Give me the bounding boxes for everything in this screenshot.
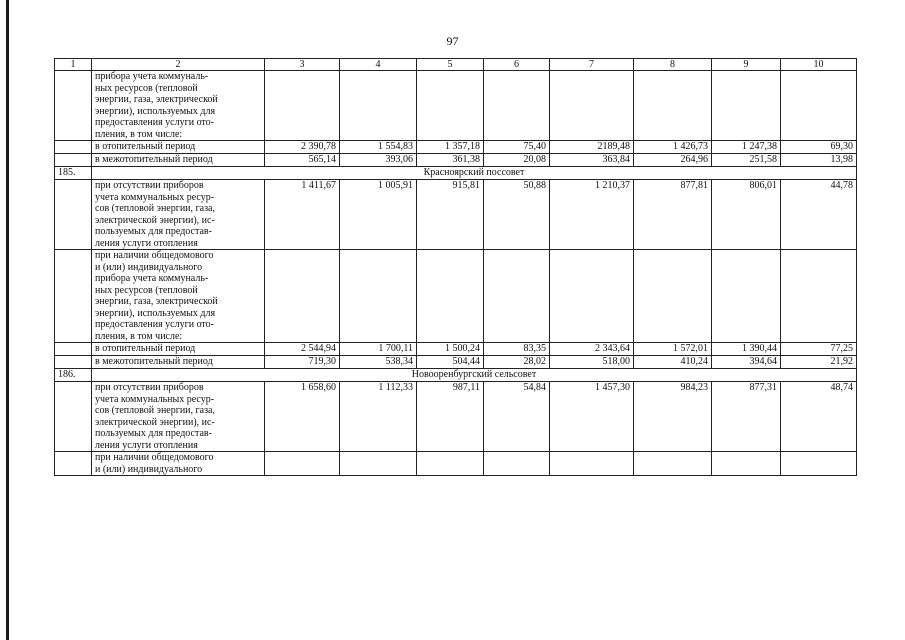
table-row	[55, 141, 857, 154]
value-cell: 393,06	[340, 154, 417, 167]
row-description	[92, 180, 265, 250]
value-cell	[550, 250, 634, 343]
value-cell	[265, 452, 340, 476]
value-cell: 719,30	[265, 356, 340, 369]
value-cell	[417, 250, 484, 343]
value-cell	[340, 452, 417, 476]
table-row	[55, 452, 857, 476]
value-cell: 1 658,60	[265, 382, 340, 452]
description-line: при наличии общедомового	[95, 250, 214, 261]
row-number-cell	[55, 452, 92, 476]
value-cell: 21,92	[781, 356, 857, 369]
table-row	[55, 382, 857, 452]
description-line: энергии, газа, электрической	[95, 94, 218, 105]
value-cell	[340, 250, 417, 343]
table-row	[55, 154, 857, 167]
value-cell: 363,84	[550, 154, 634, 167]
row-number-cell	[55, 154, 92, 167]
value-cell: 806,01	[712, 180, 781, 250]
column-header: 5	[417, 59, 484, 71]
row-label: в отопительный период	[92, 141, 265, 154]
row-description	[92, 382, 265, 452]
section-title: Красноярский поссовет	[92, 167, 857, 180]
description-line: предоставления услуги ото-	[95, 117, 215, 128]
table-body	[55, 71, 857, 476]
description-line: пления, в том числе:	[95, 330, 183, 342]
value-cell: 1 357,18	[417, 141, 484, 154]
value-cell: 83,35	[484, 343, 550, 356]
value-cell	[265, 71, 340, 141]
value-cell: 28,02	[484, 356, 550, 369]
column-header: 1	[55, 59, 92, 71]
value-cell	[781, 452, 857, 476]
value-cell: 13,98	[781, 154, 857, 167]
value-cell	[340, 71, 417, 141]
value-cell: 1 554,83	[340, 141, 417, 154]
description-line: и (или) индивидуального	[95, 261, 203, 273]
row-number-cell	[55, 250, 92, 343]
value-cell: 77,25	[781, 343, 857, 356]
row-label: в межотопительный период	[92, 154, 265, 167]
value-cell: 1 247,38	[712, 141, 781, 154]
column-header: 9	[712, 59, 781, 71]
description-line: пользуемых для предостав-	[95, 226, 212, 237]
value-cell: 2 544,94	[265, 343, 340, 356]
value-cell: 1 572,01	[634, 343, 712, 356]
value-cell	[417, 71, 484, 141]
column-header: 7	[550, 59, 634, 71]
value-cell	[781, 71, 857, 141]
description-line: сов (тепловой энергии, газа,	[95, 405, 215, 416]
value-cell: 1 700,11	[340, 343, 417, 356]
value-cell: 1 112,33	[340, 382, 417, 452]
value-cell: 877,31	[712, 382, 781, 452]
value-cell: 2189,48	[550, 141, 634, 154]
section-row	[55, 369, 857, 382]
column-header: 10	[781, 59, 857, 71]
row-number-cell	[55, 356, 92, 369]
description-line: энергии), используемых для	[95, 307, 216, 319]
value-cell: 2 390,78	[265, 141, 340, 154]
value-cell: 44,78	[781, 180, 857, 250]
description-line: при наличии общедомового	[95, 452, 214, 463]
value-cell: 538,34	[340, 356, 417, 369]
description-line: при отсутствии приборов	[95, 382, 204, 393]
value-cell: 877,81	[634, 180, 712, 250]
description-line: прибора учета коммуналь-	[95, 273, 209, 284]
value-cell	[634, 71, 712, 141]
row-number-cell	[55, 180, 92, 250]
value-cell: 1 457,30	[550, 382, 634, 452]
value-cell: 410,24	[634, 356, 712, 369]
value-cell	[634, 452, 712, 476]
description-line: энергии, газа, электрической	[95, 296, 218, 307]
value-cell: 504,44	[417, 356, 484, 369]
value-cell: 394,64	[712, 356, 781, 369]
value-cell	[550, 452, 634, 476]
value-cell	[550, 71, 634, 141]
value-cell: 54,84	[484, 382, 550, 452]
table-row	[55, 250, 857, 343]
value-cell: 1 005,91	[340, 180, 417, 250]
description-line: пления, в том числе:	[95, 128, 183, 140]
value-cell	[634, 250, 712, 343]
row-label: в отопительный период	[92, 343, 265, 356]
column-header: 2	[92, 59, 265, 71]
table-row	[55, 356, 857, 369]
description-line: учета коммунальных ресур-	[95, 191, 215, 203]
row-description	[92, 452, 265, 476]
column-number-row	[55, 59, 857, 71]
value-cell: 565,14	[265, 154, 340, 167]
value-cell: 361,38	[417, 154, 484, 167]
description-line: предоставления услуги ото-	[95, 319, 215, 330]
value-cell	[781, 250, 857, 343]
section-title: Новооренбургский сельсовет	[92, 369, 857, 382]
value-cell: 1 210,37	[550, 180, 634, 250]
value-cell: 987,11	[417, 382, 484, 452]
description-line: ных ресурсов (тепловой	[95, 82, 198, 94]
value-cell	[484, 452, 550, 476]
description-line: сов (тепловой энергии, газа,	[95, 203, 215, 214]
value-cell	[484, 71, 550, 141]
section-row	[55, 167, 857, 180]
description-line: ных ресурсов (тепловой	[95, 284, 198, 296]
column-header: 4	[340, 59, 417, 71]
description-line: и (или) индивидуального	[95, 463, 203, 475]
table-row	[55, 180, 857, 250]
description-line: электрической энергии), ис-	[95, 214, 215, 226]
description-line: учета коммунальных ресур-	[95, 393, 215, 405]
value-cell: 1 426,73	[634, 141, 712, 154]
value-cell: 518,00	[550, 356, 634, 369]
description-line: прибора учета коммуналь-	[95, 71, 209, 82]
row-number-cell	[55, 141, 92, 154]
value-cell	[265, 250, 340, 343]
value-cell: 48,74	[781, 382, 857, 452]
value-cell: 915,81	[417, 180, 484, 250]
description-line: энергии), используемых для	[95, 105, 216, 117]
value-cell	[712, 71, 781, 141]
column-header: 6	[484, 59, 550, 71]
description-line: электрической энергии), ис-	[95, 416, 215, 428]
description-line: ления услуги отопления	[95, 237, 198, 249]
row-description	[92, 71, 265, 141]
value-cell: 264,96	[634, 154, 712, 167]
value-cell: 984,23	[634, 382, 712, 452]
tariff-table	[54, 58, 857, 476]
value-cell: 50,88	[484, 180, 550, 250]
row-description	[92, 250, 265, 343]
value-cell: 1 500,24	[417, 343, 484, 356]
column-header: 8	[634, 59, 712, 71]
row-number-cell	[55, 343, 92, 356]
row-label: в межотопительный период	[92, 356, 265, 369]
row-number-cell	[55, 382, 92, 452]
value-cell: 2 343,64	[550, 343, 634, 356]
page-number: 97	[446, 34, 459, 48]
scan-edge-bar	[6, 0, 9, 640]
row-number-cell	[55, 71, 92, 141]
value-cell: 20,08	[484, 154, 550, 167]
column-header: 3	[265, 59, 340, 71]
value-cell: 1 390,44	[712, 343, 781, 356]
value-cell: 251,58	[712, 154, 781, 167]
table-row	[55, 343, 857, 356]
row-number-cell: 185.	[55, 167, 92, 180]
value-cell	[417, 452, 484, 476]
row-number-cell: 186.	[55, 369, 92, 382]
value-cell: 75,40	[484, 141, 550, 154]
value-cell	[712, 250, 781, 343]
description-line: ления услуги отопления	[95, 439, 198, 451]
value-cell	[712, 452, 781, 476]
description-line: при отсутствии приборов	[95, 180, 204, 191]
table-row	[55, 71, 857, 141]
value-cell	[484, 250, 550, 343]
description-line: пользуемых для предостав-	[95, 428, 212, 439]
value-cell: 69,30	[781, 141, 857, 154]
value-cell: 1 411,67	[265, 180, 340, 250]
